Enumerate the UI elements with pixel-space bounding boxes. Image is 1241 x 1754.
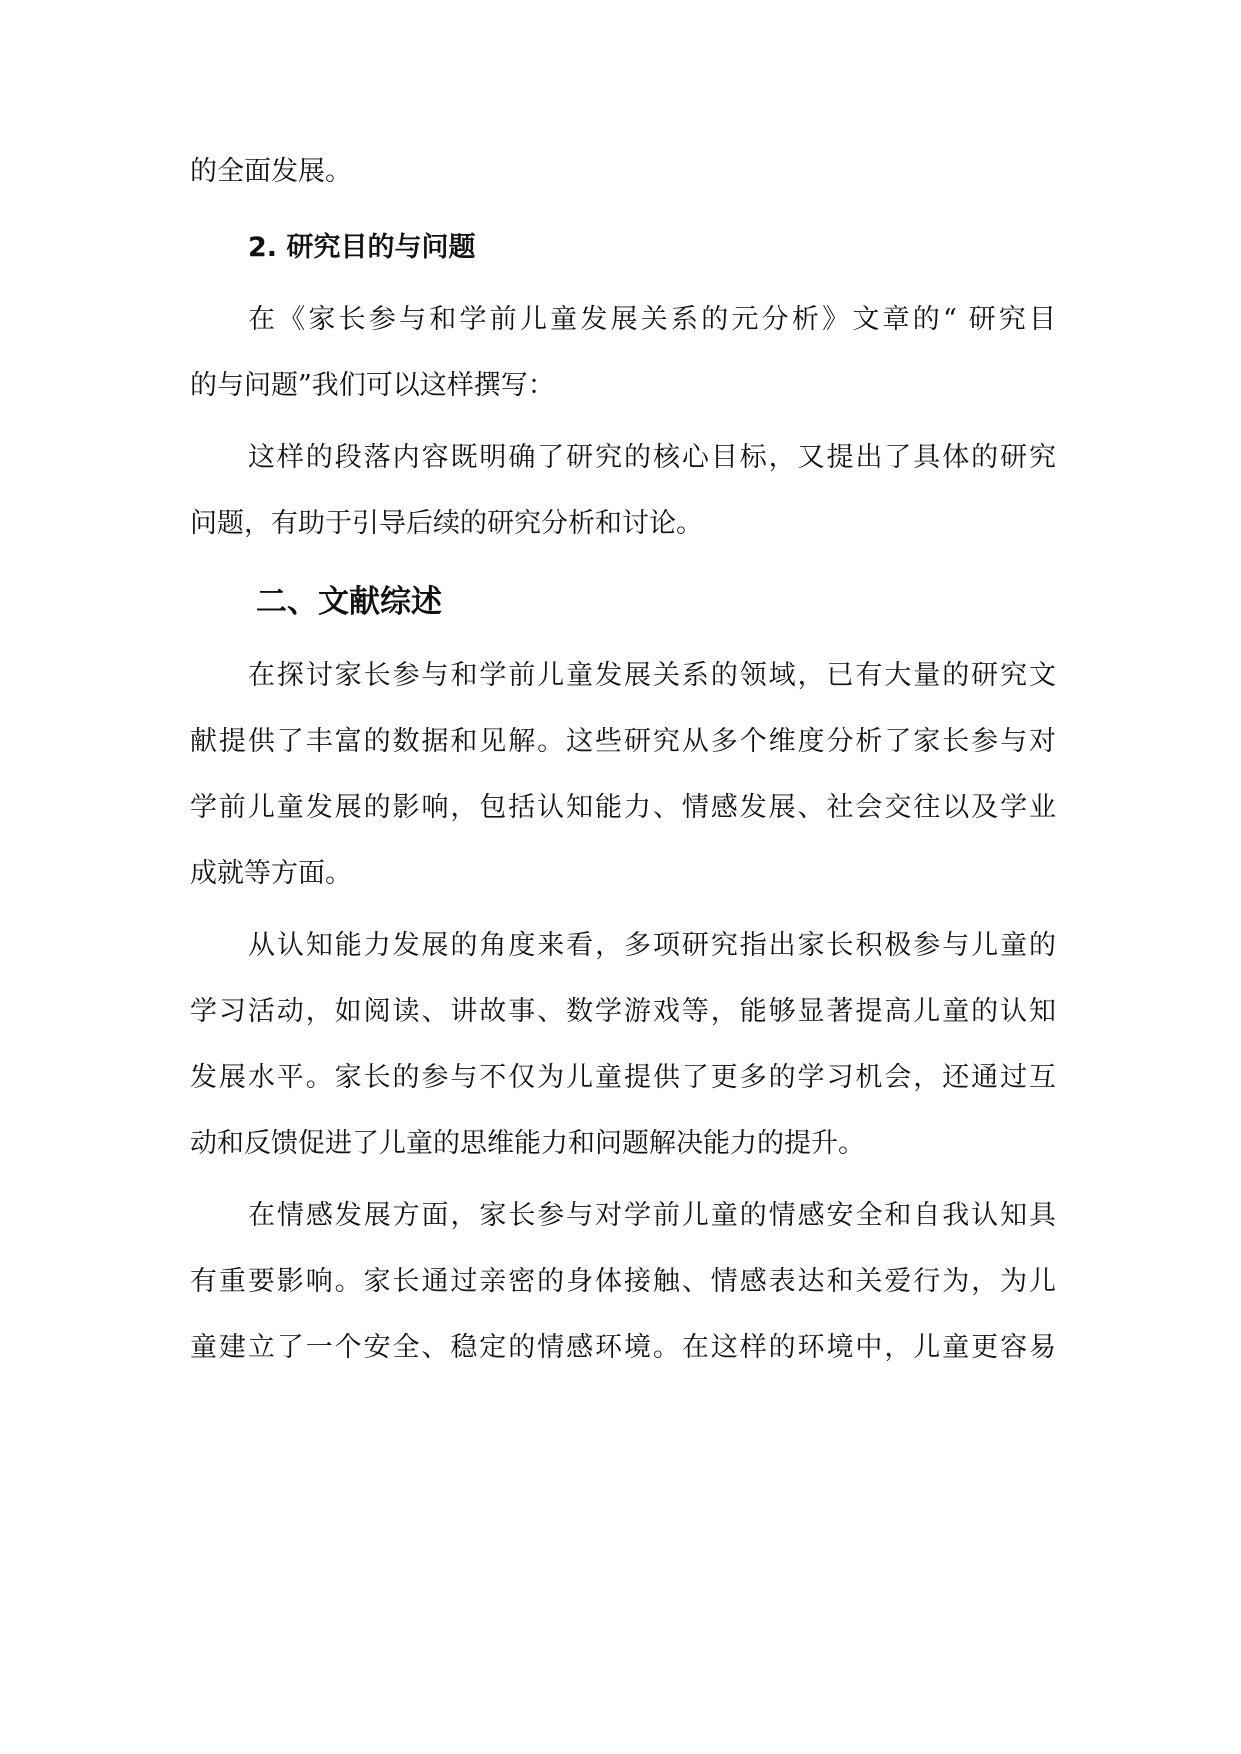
paragraph-line: 这样的段落内容既明确了研究的核心目标，又提出了具体的研究 <box>248 442 1056 473</box>
paragraph-line: 在情感发展方面，家长参与对学前儿童的情感安全和自我认知具 <box>248 1200 1056 1231</box>
section-heading-2: 2. 研究目的与问题 <box>248 232 476 263</box>
paragraph-line: 问题，有助于引导后续的研究分析和讨论。 <box>190 508 703 539</box>
paragraph-line: 的与问题”我们可以这样撰写： <box>190 370 555 401</box>
paragraph-line: 发展水平。家长的参与不仅为儿童提供了更多的学习机会，还通过互 <box>190 1062 1056 1093</box>
paragraph-line: 在《家长参与和学前儿童发展关系的元分析》文章的“ 研究目 <box>248 304 1056 335</box>
paragraph-line: 献提供了丰富的数据和见解。这些研究从多个维度分析了家长参与对 <box>190 726 1056 757</box>
paragraph-line: 学前儿童发展的影响，包括认知能力、情感发展、社会交往以及学业 <box>190 792 1056 823</box>
paragraph-line: 的全面发展。 <box>190 156 352 187</box>
paragraph-line: 有重要影响。家长通过亲密的身体接触、情感表达和关爱行为，为儿 <box>190 1266 1056 1297</box>
chapter-heading-literature-review: 二、文献综述 <box>256 584 442 620</box>
paragraph-line: 成就等方面。 <box>190 858 352 889</box>
paragraph-line: 在探讨家长参与和学前儿童发展关系的领域，已有大量的研究文 <box>248 660 1056 691</box>
paragraph-line: 动和反馈促进了儿童的思维能力和问题解决能力的提升。 <box>190 1128 865 1159</box>
paragraph-line: 从认知能力发展的角度来看，多项研究指出家长积极参与儿童的 <box>248 930 1056 961</box>
paragraph-line: 学习活动，如阅读、讲故事、数学游戏等，能够显著提高儿童的认知 <box>190 996 1056 1027</box>
paragraph-line: 童建立了一个安全、稳定的情感环境。在这样的环境中，儿童更容易 <box>190 1332 1056 1363</box>
